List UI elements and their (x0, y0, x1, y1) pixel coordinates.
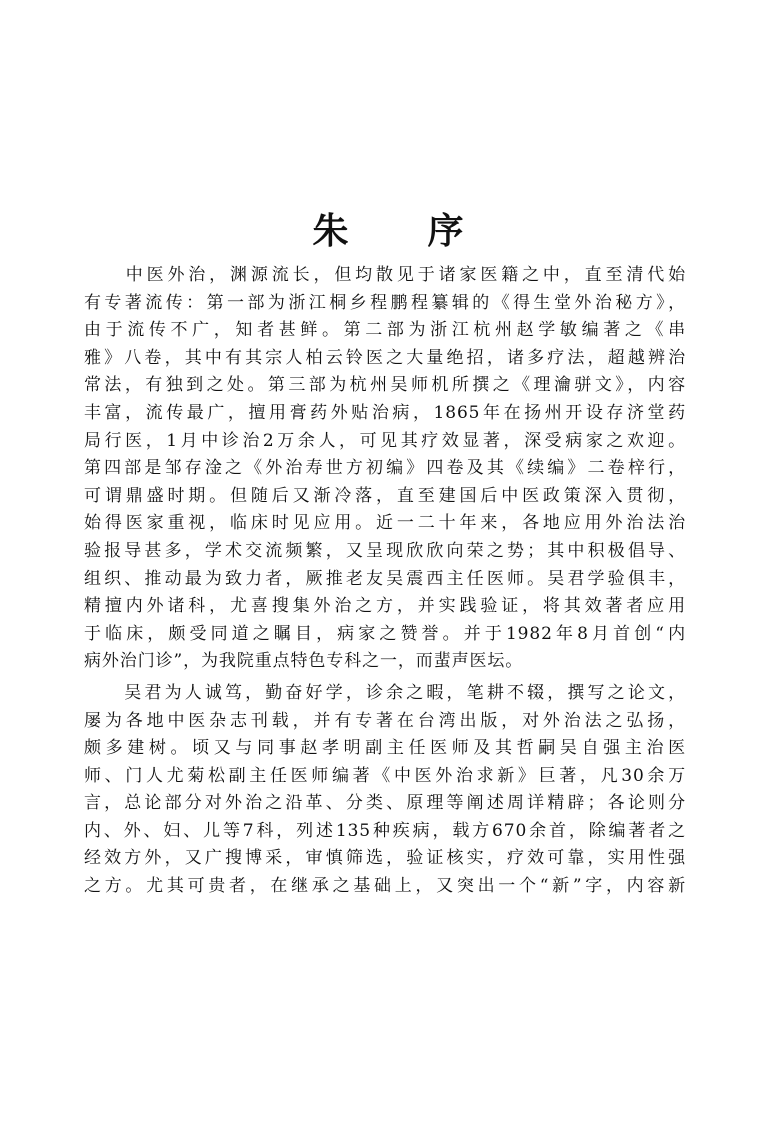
text-line: 师、门人尤菊松副主任医师编著《中医外治求新》巨著，凡30余万 (84, 765, 686, 786)
text-line: 验报导甚多，学术交流频繁，又呈现欣欣向荣之势；其中积极倡导、 (84, 540, 686, 561)
text-line: 可谓鼎盛时期。但随后又渐冷落，直至建国后中医政策深入贯彻， (84, 485, 686, 506)
text-line: 之方。尤其可贵者，在继承之基础上，又突出一个“新”字，内容新 (84, 876, 686, 897)
text-line: 言，总论部分对外治之沿革、分类、原理等阐述周详精辟；各论则分 (84, 793, 686, 814)
text-line: 第四部是邹存淦之《外治寿世方初编》四卷及其《续编》二卷梓行， (84, 458, 686, 479)
text-line: 组织、推动最为致力者，厥推老友吴震西主任医师。吴君学验俱丰， (84, 568, 686, 589)
text-line: 病外治门诊”，为我院重点特色专科之一，而蜚声医坛。 (84, 651, 524, 672)
text-line: 吴君为人诚笃，勤奋好学，诊余之暇，笔耕不辍，撰写之论文， (84, 682, 686, 703)
text-line: 有专著流传：第一部为浙江桐乡程鹏程纂辑的《得生堂外治秘方》， (84, 292, 686, 313)
text-line: 颇多建树。顷又与同事赵孝明副主任医师及其哲嗣吴自强主治医 (84, 738, 686, 759)
text-line: 常法，有独到之处。第三部为杭州吴师机所撰之《理瀹骈文》，内容 (84, 375, 686, 396)
text-line: 丰富，流传最广，擅用膏药外贴治病，1865年在扬州开设存济堂药 (84, 402, 686, 423)
text-line: 于临床，颇受同道之瞩目，病家之赞誉。并于1982年8月首创“内 (84, 623, 686, 644)
title-char-2: 序 (427, 211, 465, 253)
text-line: 精擅内外诸科，尤喜搜集外治之方，并实践验证，将其效著者应用 (84, 596, 686, 617)
text-line: 由于流传不广，知者甚鲜。第二部为浙江杭州赵学敏编著之《串 (84, 320, 686, 341)
paragraph-2 (84, 680, 686, 901)
text-line: 屡为各地中医杂志刊载，并有专著在台湾出版，对外治法之弘扬， (84, 710, 686, 731)
page-title (0, 210, 777, 254)
text-line: 经效方外，又广搜博采，审慎筛选，验证核实，疗效可靠，实用性强 (84, 848, 686, 869)
text-line: 雅》八卷，其中有其宗人柏云铃医之大量绝招，诸多疗法，超越辨治 (84, 347, 686, 368)
text-line: 局行医，1月中诊治2万余人，可见其疗效显著，深受病家之欢迎。 (84, 430, 686, 451)
paragraph-1 (84, 262, 686, 676)
body-text (84, 262, 686, 901)
title-char-1: 朱 (312, 211, 350, 253)
text-line: 内、外、妇、儿等7科，列述135种疾病，载方670余首，除编著者之 (84, 820, 686, 841)
text-line: 始得医家重视，临床时见应用。近一二十年来，各地应用外治法治 (84, 513, 686, 534)
text-line: 中医外治，渊源流长，但均散见于诸家医籍之中，直至清代始 (84, 265, 686, 285)
